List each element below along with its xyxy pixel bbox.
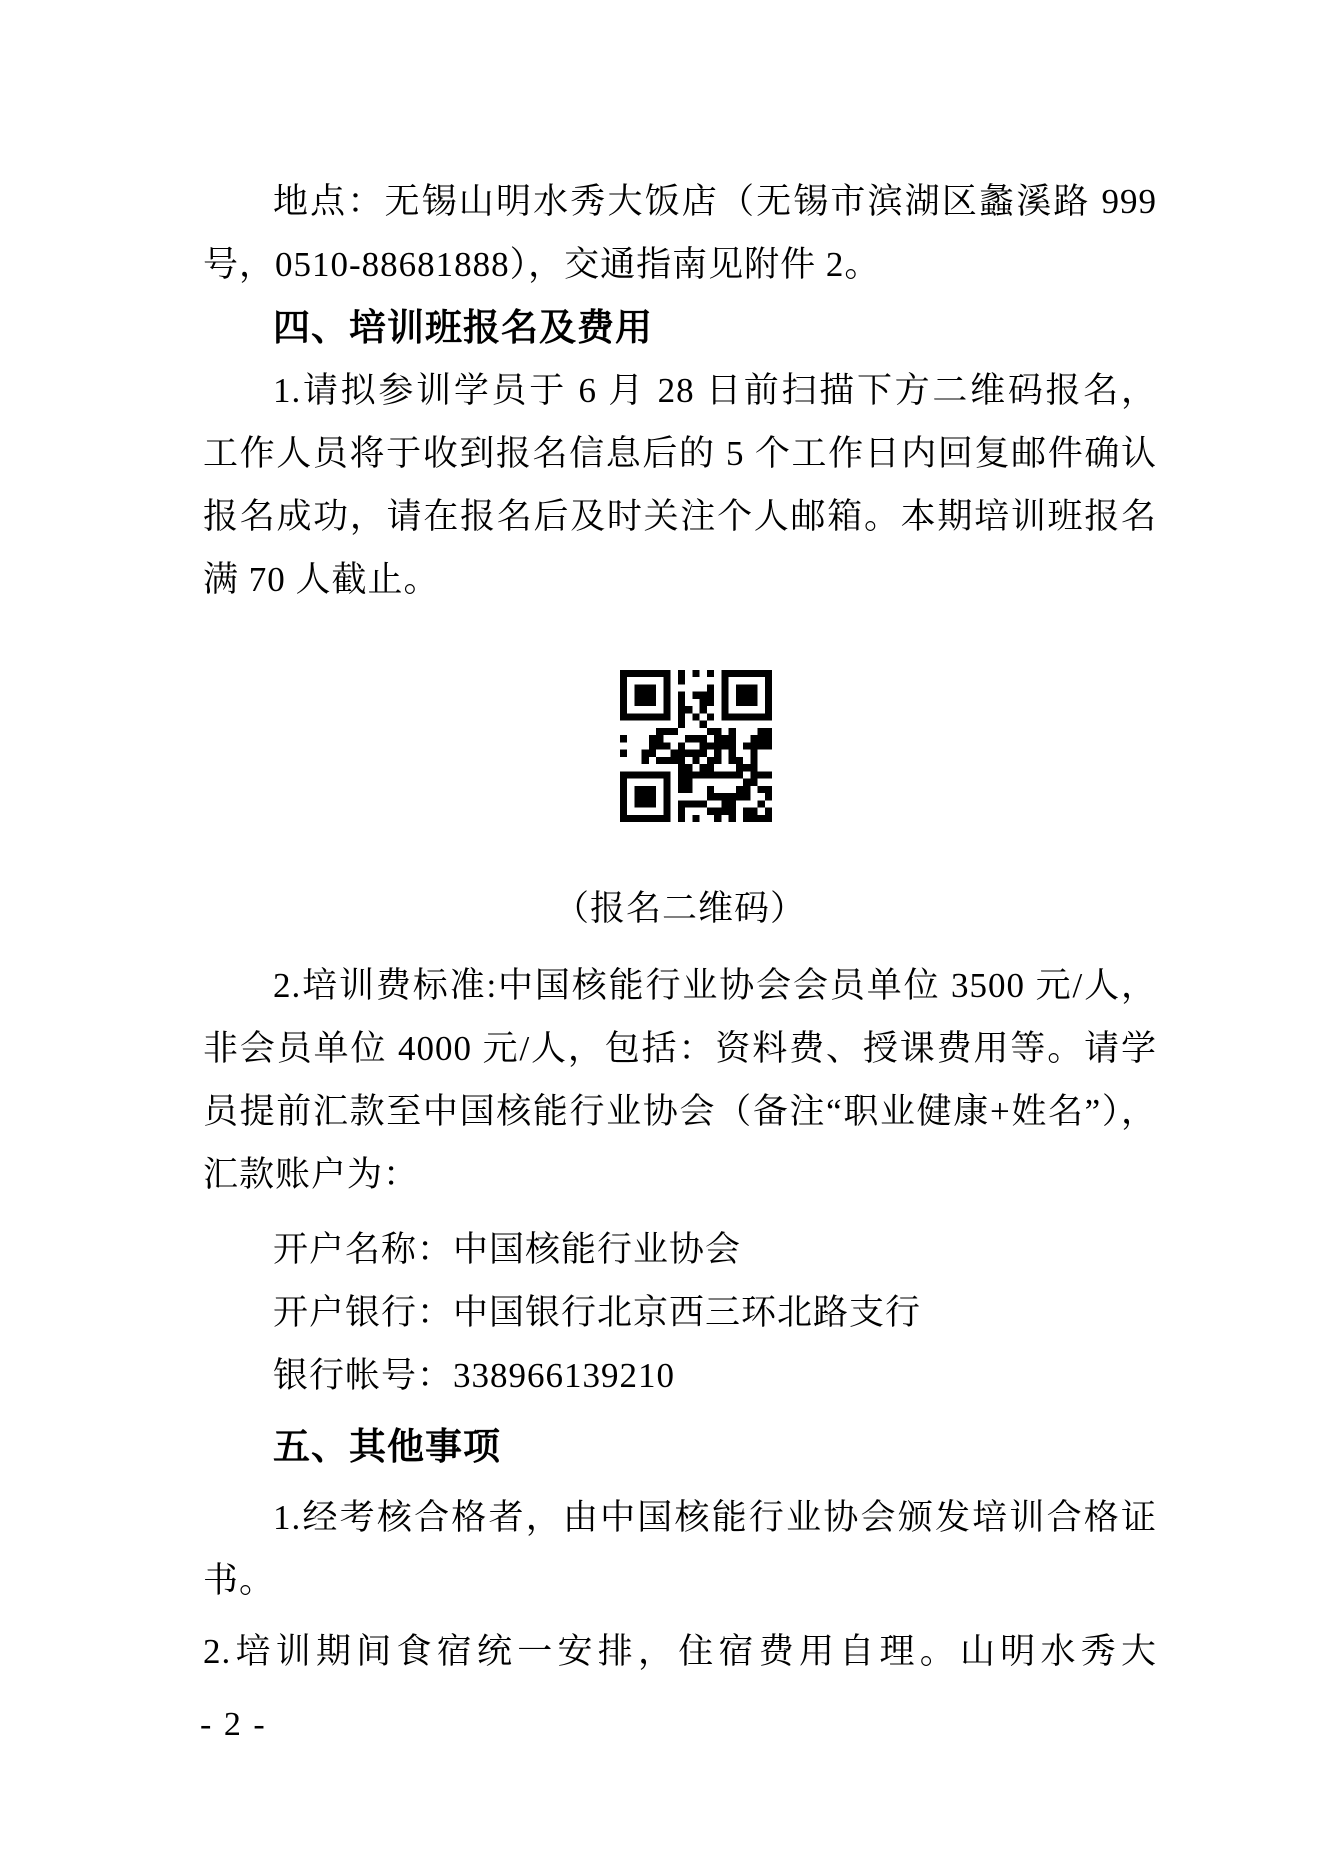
account-bank-line: 开户银行：中国银行北京西三环北路支行 xyxy=(273,1293,922,1332)
certificate-line-1: 1.经考核合格者，由中国核能行业协会颁发培训合格证 xyxy=(273,1498,1157,1537)
fee-line-4: 汇款账户为： xyxy=(203,1155,420,1194)
qr-code-image xyxy=(620,670,772,822)
section4-heading: 四、培训班报名及费用 xyxy=(273,307,653,348)
qr-caption: （报名二维码） xyxy=(553,889,806,928)
lodging-line-1: 2.培训期间食宿统一安排，住宿费用自理。山明水秀大 xyxy=(203,1632,1157,1671)
fee-line-3: 员提前汇款至中国核能行业协会（备注“职业健康+姓名”）， xyxy=(203,1092,1157,1131)
account-number-line: 银行帐号：338966139210 xyxy=(273,1356,676,1395)
fee-line-2: 非会员单位 4000 元/人，包括：资料费、授课费用等。请学 xyxy=(203,1029,1157,1068)
certificate-line-2: 书。 xyxy=(203,1561,276,1600)
page-number: - 2 - xyxy=(200,1706,267,1743)
signup-line-2: 工作人员将于收到报名信息后的 5 个工作日内回复邮件确认 xyxy=(203,434,1157,473)
location-line-1: 地点：无锡山明水秀大饭店（无锡市滨湖区蠡溪路 999 xyxy=(273,182,1157,221)
signup-line-3: 报名成功，请在报名后及时关注个人邮箱。本期培训班报名 xyxy=(203,497,1157,536)
account-name-line: 开户名称：中国核能行业协会 xyxy=(273,1230,742,1269)
fee-line-1: 2.培训费标准:中国核能行业协会会员单位 3500 元/人， xyxy=(273,966,1157,1005)
registration-qr-code xyxy=(620,670,772,822)
location-line-2: 号，0510-88681888），交通指南见附件 2。 xyxy=(203,245,881,284)
document-body xyxy=(203,170,1157,1683)
signup-line-1: 1.请拟参训学员于 6 月 28 日前扫描下方二维码报名， xyxy=(273,371,1157,410)
signup-line-4: 满 70 人截止。 xyxy=(203,560,440,599)
section5-heading: 五、其他事项 xyxy=(273,1426,501,1467)
